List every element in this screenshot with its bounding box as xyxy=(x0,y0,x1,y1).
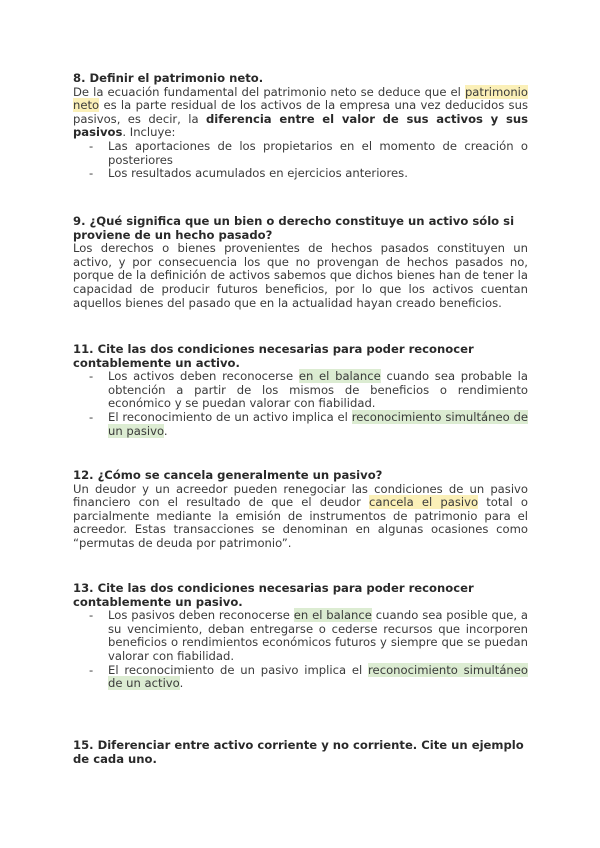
text: Los pasivos deben reconocerse xyxy=(108,608,294,623)
text: cuando sea posible que, a su vencimiento, deban entregarse o cederse recursos que incorporen beneficios o rendimientos económicos futuros y siempre que se puedan valorar con fiabilidad. xyxy=(108,608,529,663)
text: total o parcialmente mediante la emisión de instrumentos de patrimonio para el acreedor. Estas transacciones se denominan en algunas ocasiones como “permutas de deuda por patrimonio”. xyxy=(73,495,528,550)
answer-8-text-1: De la ecuación fundamental del patrimonio neto se deduce que el xyxy=(73,84,465,99)
bold-diferencia: diferencia entre el valor de sus activos y sus pasivos xyxy=(73,111,528,140)
text: El reconocimiento de un pasivo implica el xyxy=(108,662,369,677)
highlight-reconocimiento-pasivo: reconocimiento simultáneo de un pasivo xyxy=(108,409,528,438)
text: Un deudor y un acreedor pueden renegociar las condiciones de un pasivo financiero con el resultado de que el deudor xyxy=(73,481,528,510)
list-item xyxy=(108,609,528,663)
section-15 xyxy=(73,739,528,766)
list-item xyxy=(108,370,528,411)
list-item: - Las aportaciones de los propietarios en el momento de creación o posteriores xyxy=(108,140,528,167)
list-item xyxy=(108,411,528,438)
section-11 xyxy=(73,343,528,438)
highlight-patrimonio-neto: patrimonio neto xyxy=(73,84,528,113)
text: El reconocimiento de un activo implica el xyxy=(108,409,352,424)
answer-8-text-2: es la parte residual de los activos de la empresa una vez deducidos sus pasivos, es decir, la xyxy=(73,98,528,126)
answer-11-list xyxy=(73,370,528,438)
highlight-reconocimiento-activo: reconocimiento simultáneo de un activo xyxy=(108,662,528,691)
list-item: - Los resultados acumulados en ejercicios anteriores. xyxy=(108,167,528,181)
question-11-title: 11. Cite las dos condiciones necesarias para poder reconocer contablemente un activo. xyxy=(73,342,474,370)
question-15-title: 15. Diferenciar entre activo corriente y no corriente. Cite un ejemplo de cada uno. xyxy=(73,738,524,766)
section-8 xyxy=(73,72,528,181)
highlight-cancela-el-pasivo: cancela el pasivo xyxy=(369,495,479,510)
question-8-title: 8. Definir el patrimonio neto. xyxy=(73,71,264,85)
section-13 xyxy=(73,582,528,691)
text: cuando sea probable la obtención a partir de los mismos de beneficios o rendimiento económico y se puedan valorar con fiabilidad. xyxy=(108,369,528,411)
text: . xyxy=(163,423,168,438)
question-9-title: 9. ¿Qué significa que un bien o derecho constituye un activo sólo si proviene de un hecho pasado? xyxy=(73,214,515,242)
answer-8-paragraph xyxy=(73,86,528,140)
text: Los activos deben reconocerse xyxy=(108,369,299,384)
question-13-title: 13. Cite las dos condiciones necesarias para poder reconocer contablemente un pasivo. xyxy=(73,581,474,609)
highlight-en-el-balance: en el balance xyxy=(298,369,381,384)
answer-13-list xyxy=(73,609,528,691)
answer-12-paragraph xyxy=(73,483,528,551)
answer-9-paragraph: Los derechos o bienes provenientes de hechos pasados constituyen un activo, y por consecuencia los que no provengan de hechos pasados no, porque de la definición de activos sabemos que dichos bienes han de tener la capacidad de producir futuros beneficios, por lo que los activos cuentan aquellos bienes del pasado que en la actualidad hayan creado beneficios. xyxy=(73,241,528,310)
section-9 xyxy=(73,215,528,310)
answer-8-list xyxy=(73,140,528,181)
section-12 xyxy=(73,469,528,551)
text: . xyxy=(179,676,184,691)
question-12-title: 12. ¿Cómo se cancela generalmente un pasivo? xyxy=(73,468,383,482)
answer-8-text-3: . Incluye: xyxy=(122,125,176,140)
list-item xyxy=(108,664,528,691)
highlight-en-el-balance: en el balance xyxy=(293,608,372,623)
